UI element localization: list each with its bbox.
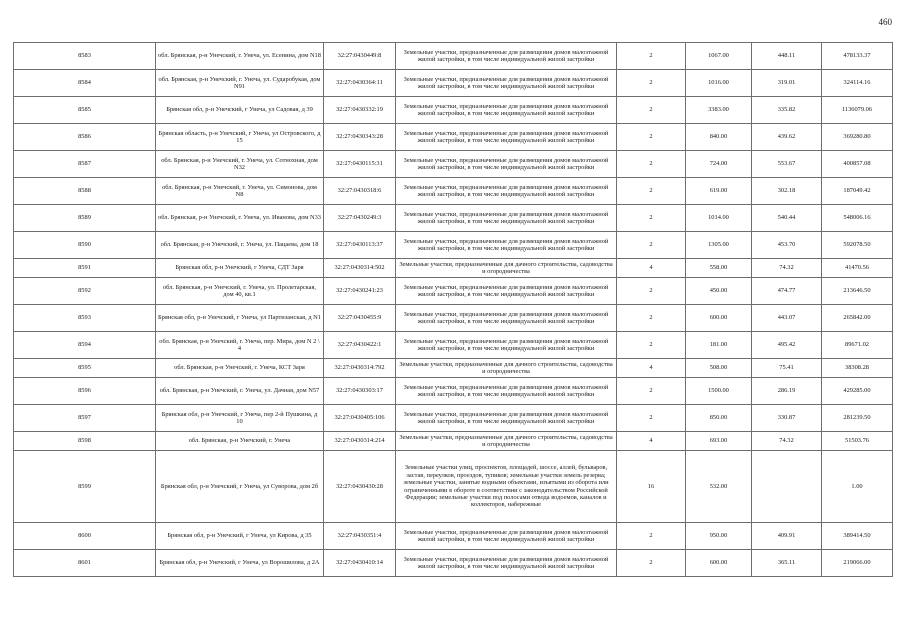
cell-specific-value: 453.70: [752, 232, 822, 259]
cell-cadastral-number: 32:27:0430314:792: [324, 359, 396, 378]
table-row: [14, 278, 893, 305]
cell-permitted-use: Земельные участки улиц, проспектов, площадей, шоссе, аллей, бульваров, застав, переулков, проездов, тупиков; земельные участки земель резерва; земельные участки, занятые водными объектами, изъятыми из оборота или ограниченными в обороте в соответствии с законодательством Российской Федерации; земельные участки под полосами отвода водоемов, каналов и коллекторов, набережные: [396, 451, 617, 523]
cell-permitted-use: Земельные участки, предназначенные для размещения домов малоэтажной жилой застройки, в том числе индивидуальной жилой застройки: [396, 405, 617, 432]
cell-cadastral-value: 38308.28: [822, 359, 893, 378]
table-body: [14, 43, 893, 577]
cell-row-number: 8590: [14, 232, 156, 259]
cell-address: обл. Брянская, р-н Унечский, г. Унеча, ул. Симонова, дом N8: [156, 178, 324, 205]
cell-area: 508.00: [686, 359, 752, 378]
cell-cadastral-value: 187049.42: [822, 178, 893, 205]
cell-row-number: 8599: [14, 451, 156, 523]
cell-use-group: 4: [617, 359, 686, 378]
cell-permitted-use: Земельные участки, предназначенные для размещения домов малоэтажной жилой застройки, в том числе индивидуальной жилой застройки: [396, 232, 617, 259]
cell-permitted-use: Земельные участки, предназначенные для размещения домов малоэтажной жилой застройки, в том числе индивидуальной жилой застройки: [396, 305, 617, 332]
cell-specific-value: 474.77: [752, 278, 822, 305]
cell-row-number: 8585: [14, 97, 156, 124]
cell-use-group: 2: [617, 178, 686, 205]
cell-area: 450.00: [686, 278, 752, 305]
cell-area: 600.00: [686, 305, 752, 332]
cell-row-number: 8598: [14, 432, 156, 451]
cell-row-number: 8588: [14, 178, 156, 205]
table-row: [14, 451, 893, 523]
cell-use-group: 2: [617, 124, 686, 151]
cell-cadastral-number: 32:27:0430303:17: [324, 378, 396, 405]
cell-use-group: 2: [617, 43, 686, 70]
cell-row-number: 8595: [14, 359, 156, 378]
cell-cadastral-value: 281239.50: [822, 405, 893, 432]
cell-row-number: 8584: [14, 70, 156, 97]
cell-address: Брянская обл, р-н Унечский, г Унеча, ул Кирова, д 35: [156, 523, 324, 550]
cell-cadastral-value: 89671.02: [822, 332, 893, 359]
cell-area: 724.00: [686, 151, 752, 178]
cell-address: обл. Брянская, р-н Унечский, г. Унеча, ул. Пролетарская, дом 40, кв.1: [156, 278, 324, 305]
cell-address: Брянская обл, р-н Унечский, г Унеча, ул Ворошилова, д 2А: [156, 550, 324, 577]
cell-specific-value: 75.41: [752, 359, 822, 378]
cell-area: 1014.00: [686, 205, 752, 232]
cell-specific-value: 443.07: [752, 305, 822, 332]
cell-row-number: 8601: [14, 550, 156, 577]
table-row: [14, 359, 893, 378]
cell-cadastral-number: 32:27:0430314:214: [324, 432, 396, 451]
cell-area: 840.00: [686, 124, 752, 151]
cell-address: обл. Брянская, р-н Унечский, г. Унеча, ул. Пацаева, дом 18: [156, 232, 324, 259]
cell-permitted-use: Земельные участки, предназначенные для размещения домов малоэтажной жилой застройки, в том числе индивидуальной жилой застройки: [396, 523, 617, 550]
cell-cadastral-value: 51503.76: [822, 432, 893, 451]
cell-cadastral-number: 32:27:0430249:3: [324, 205, 396, 232]
cell-use-group: 2: [617, 378, 686, 405]
cell-permitted-use: Земельные участки, предназначенные для размещения домов малоэтажной жилой застройки, в том числе индивидуальной жилой застройки: [396, 278, 617, 305]
cell-use-group: 2: [617, 405, 686, 432]
land-registry-table: [13, 42, 893, 577]
cell-area: 181.00: [686, 332, 752, 359]
cell-permitted-use: Земельные участки, предназначенные для размещения домов малоэтажной жилой застройки, в том числе индивидуальной жилой застройки: [396, 178, 617, 205]
cell-specific-value: 495.42: [752, 332, 822, 359]
table-row: [14, 124, 893, 151]
cell-use-group: 2: [617, 232, 686, 259]
cell-address: обл. Брянская, р-н Унечский, г. Унеча, ул. Сударобукая, дом N91: [156, 70, 324, 97]
cell-cadastral-value: 369280.80: [822, 124, 893, 151]
cell-area: 532.00: [686, 451, 752, 523]
cell-cadastral-value: 1136079.06: [822, 97, 893, 124]
cell-specific-value: 553.67: [752, 151, 822, 178]
cell-area: 619.00: [686, 178, 752, 205]
cell-cadastral-value: 389414.50: [822, 523, 893, 550]
cell-cadastral-number: 32:27:0430410:14: [324, 550, 396, 577]
cell-cadastral-value: 41470.56: [822, 259, 893, 278]
table-row: [14, 550, 893, 577]
cell-address: обл. Брянская, р-н Унечский, г. Унеча, пер. Мира, дом N 2 \ 4: [156, 332, 324, 359]
cell-address: Брянская обл, р-н Унечский, г Унеча, ул Партизанская, д N1: [156, 305, 324, 332]
cell-cadastral-number: 32:27:0430351:4: [324, 523, 396, 550]
cell-address: обл. Брянская, р-н Унечский, г. Унеча: [156, 432, 324, 451]
table-row: [14, 432, 893, 451]
cell-cadastral-value: 400857.08: [822, 151, 893, 178]
cell-cadastral-value: 548006.16: [822, 205, 893, 232]
cell-area: 850.00: [686, 405, 752, 432]
cell-cadastral-value: 219066.00: [822, 550, 893, 577]
cell-row-number: 8589: [14, 205, 156, 232]
cell-cadastral-value: 478133.37: [822, 43, 893, 70]
cell-area: 3383.00: [686, 97, 752, 124]
cell-use-group: 2: [617, 70, 686, 97]
cell-use-group: 4: [617, 432, 686, 451]
cell-area: 1016.00: [686, 70, 752, 97]
page-number: 460: [878, 17, 892, 27]
cell-cadastral-value: 592078.50: [822, 232, 893, 259]
cell-permitted-use: Земельные участки, предназначенные для дачного строительства, садоводства и огородничества: [396, 432, 617, 451]
table-row: [14, 178, 893, 205]
cell-area: 600.00: [686, 550, 752, 577]
cell-permitted-use: Земельные участки, предназначенные для размещения домов малоэтажной жилой застройки, в том числе индивидуальной жилой застройки: [396, 550, 617, 577]
cell-area: 1067.00: [686, 43, 752, 70]
cell-cadastral-number: 32:27:0430364:11: [324, 70, 396, 97]
cell-permitted-use: Земельные участки, предназначенные для размещения домов малоэтажной жилой застройки, в том числе индивидуальной жилой застройки: [396, 151, 617, 178]
cell-cadastral-number: 32:27:0430343:28: [324, 124, 396, 151]
cell-specific-value: 319.01: [752, 70, 822, 97]
cell-cadastral-number: 32:27:0430241:23: [324, 278, 396, 305]
cell-specific-value: 302.18: [752, 178, 822, 205]
table-row: [14, 97, 893, 124]
cell-address: обл. Брянская, р-н Унечский, г. Унеча, ул. Иванова, дом N33: [156, 205, 324, 232]
cell-use-group: 16: [617, 451, 686, 523]
cell-area: 950.00: [686, 523, 752, 550]
table-row: [14, 405, 893, 432]
cell-use-group: 2: [617, 151, 686, 178]
cell-permitted-use: Земельные участки, предназначенные для дачного строительства, садоводства и огородничества: [396, 359, 617, 378]
cell-area: 1500.00: [686, 378, 752, 405]
cell-row-number: 8597: [14, 405, 156, 432]
cell-cadastral-number: 32:27:0430113:37: [324, 232, 396, 259]
cell-specific-value: 335.82: [752, 97, 822, 124]
cell-permitted-use: Земельные участки, предназначенные для размещения домов малоэтажной жилой застройки, в том числе индивидуальной жилой застройки: [396, 70, 617, 97]
cell-cadastral-value: 1.00: [822, 451, 893, 523]
table-row: [14, 232, 893, 259]
cell-address: обл. Брянская, р-н Унечский, г. Унеча, КСТ Заря: [156, 359, 324, 378]
cell-cadastral-number: 32:27:0430314:502: [324, 259, 396, 278]
cell-cadastral-number: 32:27:0430318:6: [324, 178, 396, 205]
cell-use-group: 4: [617, 259, 686, 278]
cell-address: обл. Брянская, р-н Унечский, г. Унеча, ул. Есенина, дом N18: [156, 43, 324, 70]
cell-cadastral-number: 32:27:0430455:9: [324, 305, 396, 332]
cell-use-group: 2: [617, 97, 686, 124]
cell-permitted-use: Земельные участки, предназначенные для размещения домов малоэтажной жилой застройки, в том числе индивидуальной жилой застройки: [396, 332, 617, 359]
cell-permitted-use: Земельные участки, предназначенные для размещения домов малоэтажной жилой застройки, в том числе индивидуальной жилой застройки: [396, 124, 617, 151]
cell-specific-value: [752, 451, 822, 523]
cell-address: Брянская обл, р-н Унечский, г Унеча, пер 2-й Пушкина, д 10: [156, 405, 324, 432]
cell-row-number: 8591: [14, 259, 156, 278]
cell-cadastral-number: 32:27:0430422:1: [324, 332, 396, 359]
cell-row-number: 8594: [14, 332, 156, 359]
cell-specific-value: 409.91: [752, 523, 822, 550]
cell-specific-value: 286.19: [752, 378, 822, 405]
cell-use-group: 2: [617, 523, 686, 550]
cell-address: Брянская область, р-н Унечский, г Унеча, ул Островского, д 15: [156, 124, 324, 151]
table-row: [14, 305, 893, 332]
cell-address: Брянская обл, р-н Унечский, г Унеча, ул Садовая, д 39: [156, 97, 324, 124]
cell-permitted-use: Земельные участки, предназначенные для размещения домов малоэтажной жилой застройки, в том числе индивидуальной жилой застройки: [396, 378, 617, 405]
cell-cadastral-value: 324114.16: [822, 70, 893, 97]
cell-row-number: 8593: [14, 305, 156, 332]
cell-address: обл. Брянская, р-н Унечский, г. Унеча, ул. Сотнохная, дом N32: [156, 151, 324, 178]
cell-permitted-use: Земельные участки, предназначенные для размещения домов малоэтажной жилой застройки, в том числе индивидуальной жилой застройки: [396, 205, 617, 232]
cell-use-group: 2: [617, 305, 686, 332]
cell-row-number: 8600: [14, 523, 156, 550]
cell-row-number: 8586: [14, 124, 156, 151]
cell-specific-value: 540.44: [752, 205, 822, 232]
cell-use-group: 2: [617, 550, 686, 577]
cell-address: Брянская обл, р-н Унечский, г Унеча, ул Суворова, дом 2б: [156, 451, 324, 523]
table-row: [14, 523, 893, 550]
cell-specific-value: 74.32: [752, 432, 822, 451]
cell-row-number: 8592: [14, 278, 156, 305]
table-row: [14, 205, 893, 232]
cell-cadastral-number: 32:27:0430430:28: [324, 451, 396, 523]
cell-specific-value: 439.62: [752, 124, 822, 151]
cell-row-number: 8587: [14, 151, 156, 178]
table-row: [14, 259, 893, 278]
cell-address: обл. Брянская, р-н Унечский, г. Унеча, ул. Дачная, дом N57: [156, 378, 324, 405]
cell-use-group: 2: [617, 332, 686, 359]
table-row: [14, 43, 893, 70]
cell-cadastral-number: 32:27:0430405:106: [324, 405, 396, 432]
cell-row-number: 8596: [14, 378, 156, 405]
cell-cadastral-number: 32:27:0430332:19: [324, 97, 396, 124]
cell-area: 1305.00: [686, 232, 752, 259]
cell-permitted-use: Земельные участки, предназначенные для размещения домов малоэтажной жилой застройки, в том числе индивидуальной жилой застройки: [396, 43, 617, 70]
cell-area: 558.00: [686, 259, 752, 278]
cell-use-group: 2: [617, 278, 686, 305]
cell-area: 693.00: [686, 432, 752, 451]
cell-cadastral-value: 265842.00: [822, 305, 893, 332]
cell-specific-value: 365.11: [752, 550, 822, 577]
cell-specific-value: 74.32: [752, 259, 822, 278]
table-row: [14, 332, 893, 359]
cell-use-group: 2: [617, 205, 686, 232]
cell-cadastral-value: 429285.00: [822, 378, 893, 405]
table-row: [14, 378, 893, 405]
table-row: [14, 70, 893, 97]
cell-cadastral-number: 32:27:0430115:31: [324, 151, 396, 178]
cell-cadastral-value: 213646.50: [822, 278, 893, 305]
table-row: [14, 151, 893, 178]
cell-specific-value: 448.11: [752, 43, 822, 70]
cell-permitted-use: Земельные участки, предназначенные для дачного строительства, садоводства и огородничества: [396, 259, 617, 278]
cell-cadastral-number: 32:27:0430449:8: [324, 43, 396, 70]
cell-row-number: 8583: [14, 43, 156, 70]
cell-address: Брянская обл, р-н Унечский, г Унеча, СДТ Заря: [156, 259, 324, 278]
cell-specific-value: 330.87: [752, 405, 822, 432]
cell-permitted-use: Земельные участки, предназначенные для размещения домов малоэтажной жилой застройки, в том числе индивидуальной жилой застройки: [396, 97, 617, 124]
